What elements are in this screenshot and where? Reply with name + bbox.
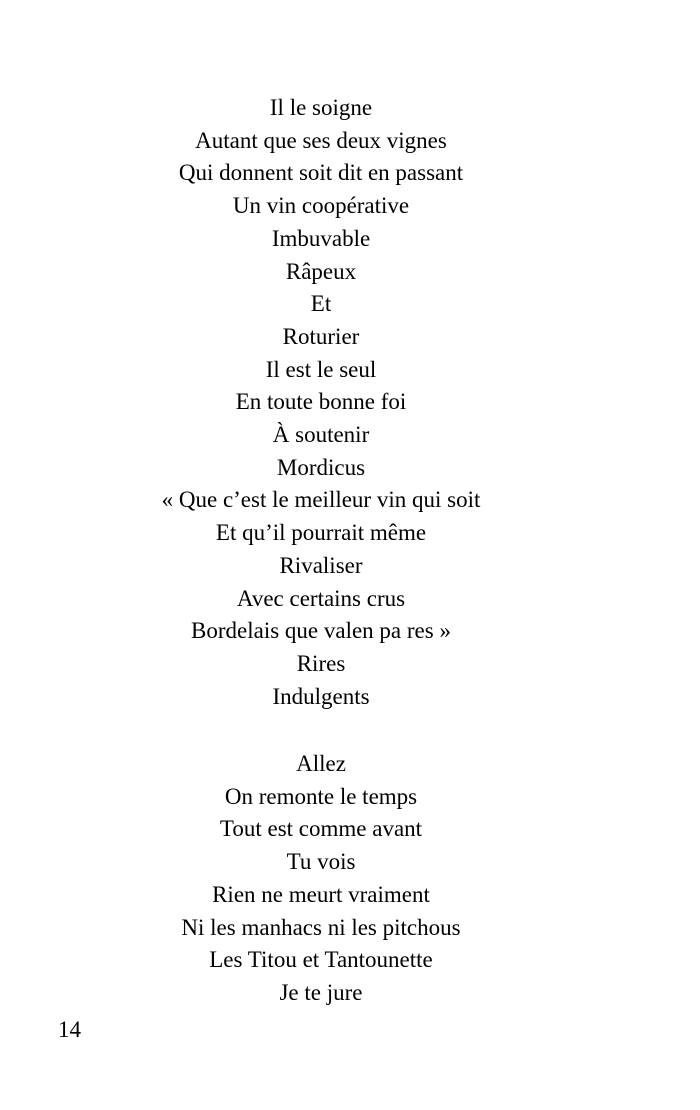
poem-line: Avec certains crus: [236, 585, 406, 611]
poem-line: Tout est comme avant: [219, 816, 423, 842]
poem-line: Il le soigne: [269, 95, 373, 120]
poem-line: Et qu’il pourrait même: [215, 520, 427, 546]
poem-line: « Que c’est le meilleur vin qui soit: [161, 487, 481, 513]
page-number: 14: [58, 1017, 81, 1042]
poem-line: Tu vois: [286, 849, 356, 875]
poem-line: Ni les manhacs ni les pitchous: [181, 914, 461, 940]
poem-line: Et: [310, 291, 332, 317]
poem-line: Allez: [296, 751, 346, 776]
poem-line: Rien ne meurt vraiment: [212, 881, 430, 907]
poem-line: Roturier: [282, 323, 360, 349]
poem-line: Rivaliser: [279, 552, 363, 578]
poem-line: Un vin coopérative: [232, 193, 410, 219]
poem-line: En toute bonne foi: [235, 389, 407, 415]
poem-line: Les Titou et Tantounette: [209, 947, 433, 973]
poem-line: Indulgents: [272, 683, 370, 709]
poem-line: Bordelais que valen pa res »: [191, 618, 451, 644]
poem-line: Qui donnent soit dit en passant: [178, 160, 464, 186]
poem-line: Râpeux: [285, 258, 357, 284]
poem-line: Autant que ses deux vignes: [195, 127, 447, 153]
poem-line: Il est le seul: [265, 356, 377, 382]
poem-stanza-1: [0, 92, 642, 713]
poem-line: Rires: [296, 650, 346, 676]
poem-line: Imbuvable: [271, 225, 371, 251]
poem-stanza-2: [0, 748, 642, 1010]
poem-line: Je te jure: [279, 979, 363, 1005]
poem-line: À soutenir: [272, 422, 370, 448]
poem-line: On remonte le temps: [224, 783, 418, 809]
poem-line: Mordicus: [276, 454, 366, 480]
